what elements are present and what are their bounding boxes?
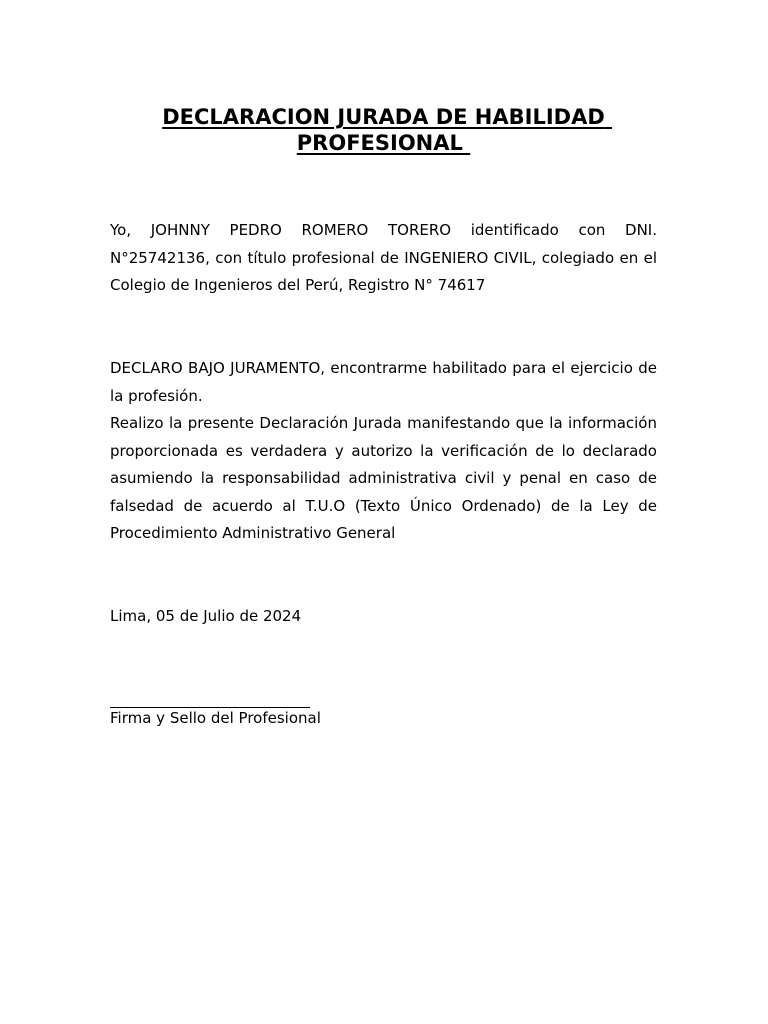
responsibility-paragraph: Realizo la presente Declaración Jurada manifestando que la información proporcionada es verdadera y autorizo la verificación de lo declarado asumiendo la responsabilidad administrativa civil y penal en caso de falsedad de acuerdo al T.U.O (Texto Único Ordenado) de la Ley de Procedimiento Administrativo General: [110, 414, 657, 542]
document-title: DECLARACION JURADA DE HABILIDAD PROFESIONAL: [162, 105, 613, 155]
signature-label: Firma y Sello del Profesional: [110, 709, 321, 727]
date-line: Lima, 05 de Julio de 2024: [110, 607, 302, 625]
declaration-paragraph: DECLARO BAJO JURAMENTO, encontrarme habilitado para el ejercicio de la profesión.: [110, 359, 657, 405]
declarant-identification-paragraph: Yo, JOHNNY PEDRO ROMERO TORERO identificado con DNI. N°25742136, con título profesional de INGENIERO CIVIL, colegiado en el Colegio de Ingenieros del Perú, Registro N° 74617: [110, 221, 657, 294]
